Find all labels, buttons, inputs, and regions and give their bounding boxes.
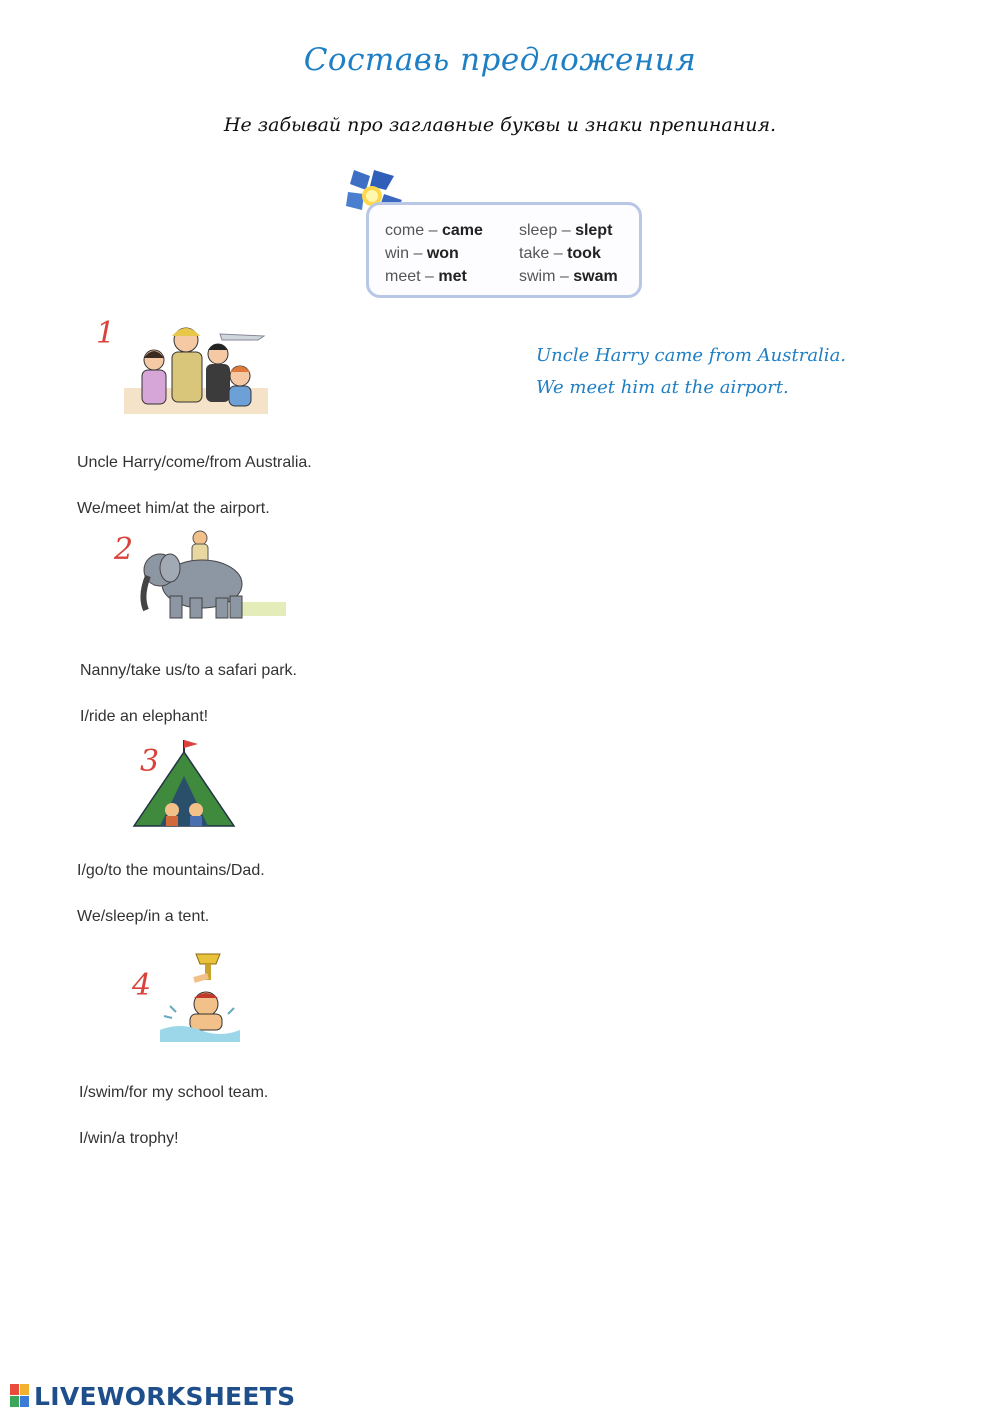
family-airport-illustration [124, 318, 268, 414]
liveworksheets-logo[interactable] [34, 1382, 295, 1410]
exercise-number: 2 [114, 532, 134, 567]
swimmer-trophy-illustration [150, 950, 250, 1046]
exercise-number: 1 [96, 316, 116, 351]
prompt-line: I/ride an elephant! [80, 708, 209, 725]
verb-forms-box [366, 202, 642, 298]
liveworksheets-logo-icon [10, 1384, 30, 1408]
verb-pair: meet – met [385, 268, 467, 285]
prompt-line: Uncle Harry/come/from Australia. [77, 454, 312, 471]
verb-pair: sleep – slept [519, 222, 613, 239]
prompt-line: I/win/a trophy! [79, 1130, 179, 1147]
exercise-prompt [80, 636, 297, 751]
prompt-line: I/go/to the mountains/Dad. [77, 862, 265, 879]
answer-line: We meet him at the airport. [536, 377, 789, 398]
prompt-line: I/swim/for my school team. [79, 1084, 269, 1101]
verb-column-right [519, 219, 618, 288]
elephant-illustration [140, 526, 290, 626]
exercise-prompt [77, 836, 265, 951]
answer-text[interactable] [536, 340, 846, 404]
verb-pair: take – took [519, 245, 601, 262]
brand-text: LIVEWORKSHEETS [34, 1382, 296, 1411]
prompt-line: We/meet him/at the airport. [77, 500, 270, 517]
prompt-line: We/sleep/in a tent. [77, 908, 210, 925]
exercise-prompt [79, 1058, 268, 1173]
verb-pair: swim – swam [519, 268, 618, 285]
page-title: Составь предложения [303, 42, 697, 78]
answer-line: Uncle Harry came from Australia. [536, 345, 847, 366]
prompt-line: Nanny/take us/to a safari park. [80, 662, 297, 679]
exercise-number: 3 [140, 744, 160, 779]
tent-illustration [130, 736, 240, 832]
verb-column-left [385, 219, 483, 288]
verb-pair: win – won [385, 245, 459, 262]
exercise-number: 4 [132, 968, 152, 1003]
verb-pair: come – came [385, 222, 483, 239]
instructions: Не забывай про заглавные буквы и знаки препинания. [223, 114, 777, 136]
